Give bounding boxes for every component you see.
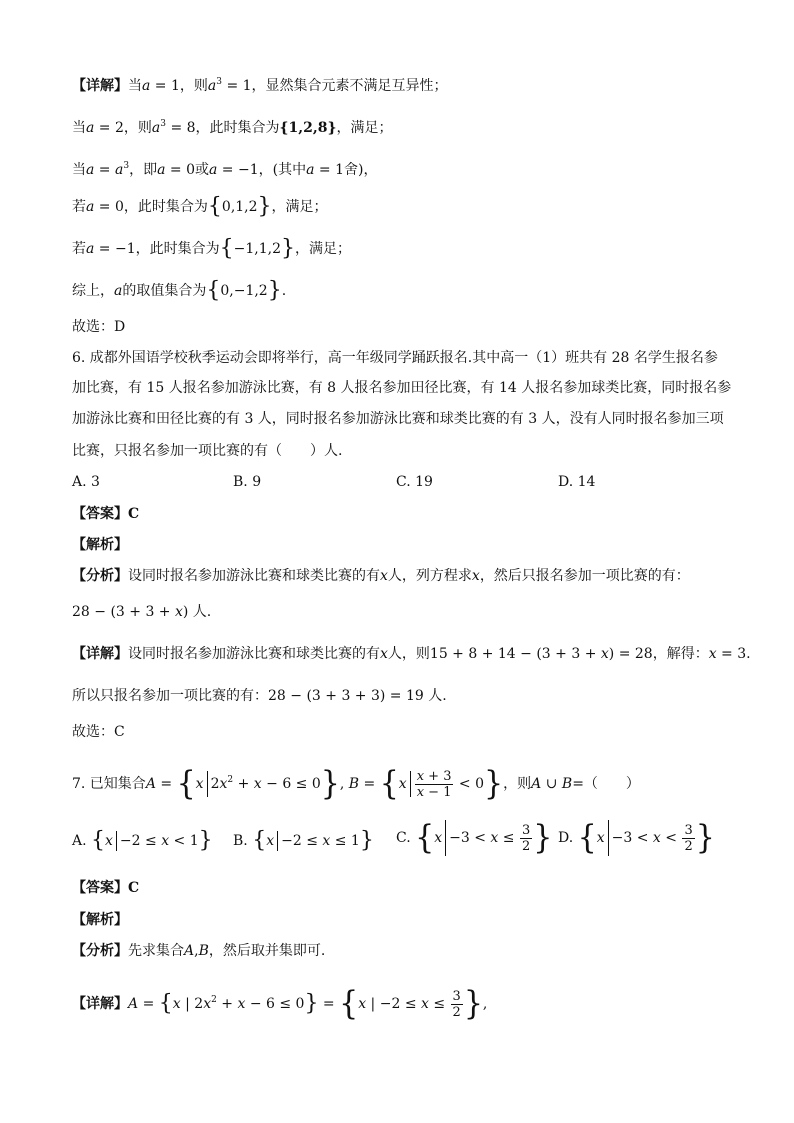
q6-stem-line-1: 6. 成都外国语学校秋季运动会即将举行，高一年级同学踊跃报名.其中高一（1）班共有 28 名学生报名参 xyxy=(72,350,718,366)
q7-analysis-tag: 【解析】 xyxy=(72,912,128,928)
q7-option-c: C. {x −3 < x ≤ $\frac{3}{2}$ } xyxy=(396,818,553,857)
solution5-line-6: 综上，a的取值集合为{0,−1,2}. xyxy=(72,278,287,303)
q6-analysis-tag: 【解析】 xyxy=(72,537,128,553)
q7-option-d: D. {x −3 < x < $\frac{3}{2}$ } xyxy=(558,818,715,857)
solution5-line-1: 【详解】当a = 1，则$a^3 = 1$，显然集合元素不满足互异性； xyxy=(72,77,448,94)
solution5-line-3: 当$a = a^3$，即a = 0或a = −1，(其中a = 1舍)， xyxy=(72,161,378,178)
detail-tag: 【详解】 xyxy=(72,78,128,94)
q6-answer: 【答案】C xyxy=(72,506,140,522)
q6-detail: 【详解】设同时报名参加游泳比赛和球类比赛的有x人，则15 + 8 + 14 − (3 + 3 + x) = 28，解得：x = 3. xyxy=(72,646,751,662)
q6-stem-line-4: 比赛，只报名参加一项比赛的有（ ）人. xyxy=(72,443,343,459)
q7-fenxi: 【分析】先求集合A,B，然后取并集即可. xyxy=(72,943,326,959)
q7-stem: 7. 已知集合A = {x $2x^2 + x - 6 \le 0$}, B = {x $\frac{x + 3}{x - 1}$ < 0}，则A ∪ B=（ ） xyxy=(72,764,640,803)
q7-answer: 【答案】C xyxy=(72,880,140,896)
q7-option-b: B. {x −2 ≤ x ≤ 1} xyxy=(233,828,374,853)
q6-stem-line-2: 加比赛，有 15 人报名参加游泳比赛，有 8 人报名参加田径比赛，有 14 人报名参加球类比赛，同时报名参 xyxy=(72,380,732,396)
q6-option-b: B. 9 xyxy=(233,474,262,490)
q6-stem-line-3: 加游泳比赛和田径比赛的有 3 人，同时报名参加游泳比赛和球类比赛的有 3 人，没有人同时报名参加三项 xyxy=(72,411,724,427)
q6-detail-2: 所以只报名参加一项比赛的有：28 − (3 + 3 + 3) = 19 人. xyxy=(72,688,447,704)
q6-fenxi-2: 28 − (3 + 3 + x) 人. xyxy=(72,604,212,620)
q6-option-c: C. 19 xyxy=(396,474,433,490)
q6-fenxi: 【分析】设同时报名参加游泳比赛和球类比赛的有x人，列方程求x，然后只报名参加一项比赛的有： xyxy=(72,568,690,584)
solution5-line-5: 若a = −1，此时集合为{−1,1,2}，满足； xyxy=(72,236,351,261)
solution5-answer: 故选：D xyxy=(72,319,126,335)
solution5-line-2: 当a = 2，则$a^3 = 8$，此时集合为{1,2,8}，满足； xyxy=(72,119,393,136)
q6-option-d: D. 14 xyxy=(558,474,596,490)
q7-option-a: A. {x −2 ≤ x < 1} xyxy=(72,828,213,853)
q6-answer-line: 故选：C xyxy=(72,724,125,740)
q6-option-a: A. 3 xyxy=(72,474,100,490)
solution5-line-4: 若a = 0，此时集合为{0,1,2}，满足； xyxy=(72,194,328,219)
q7-detail: 【详解】A = {x | $2x^2 + x - 6 \le 0\} = \{x$ | −2 ≤ x ≤ $\frac{3}{2}$ }, xyxy=(72,984,488,1023)
